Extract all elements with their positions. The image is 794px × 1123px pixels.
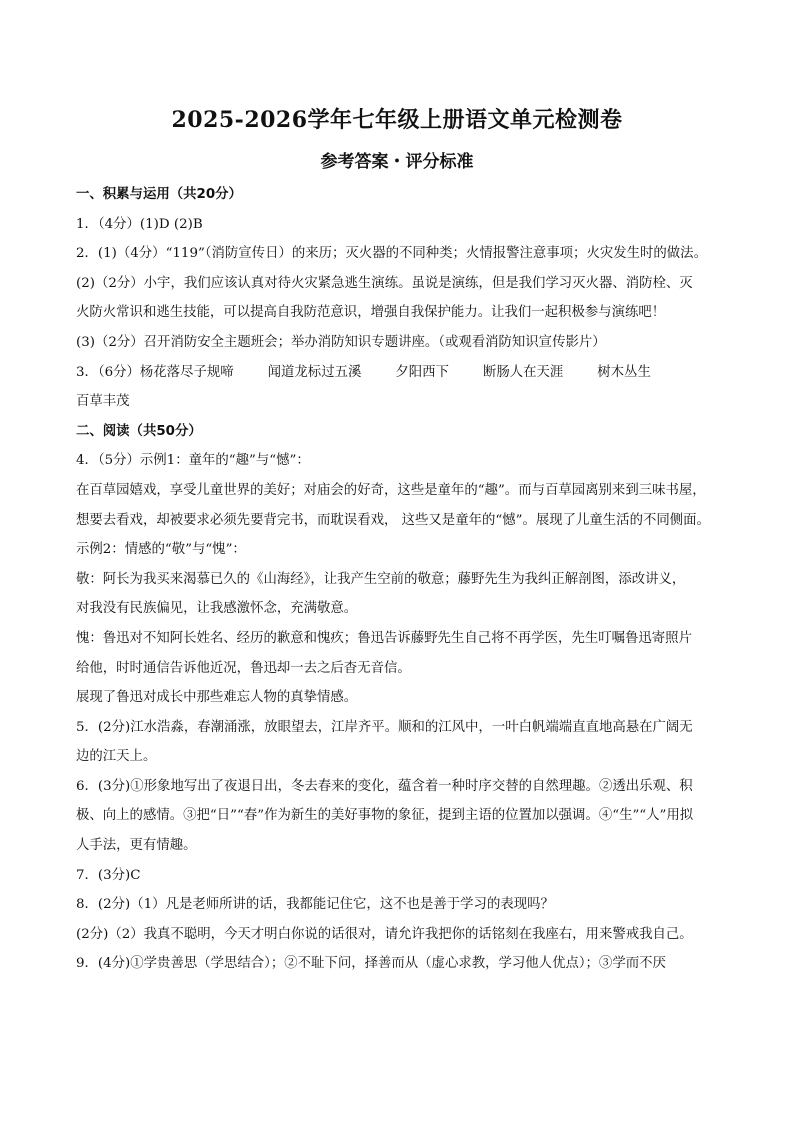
answer-line: (2)（2分）小宇，我们应该认真对待火灾紧急逃生演练。虽说是演练，但是我们学习灭火器、消防栓、灭 [76,275,693,291]
answer-line: 2．(1)（4分）“119”（消防宣传日）的来历；灭火器的不同种类；火情报警注意事项；火灾发生时的做法。 [76,246,707,262]
answer-line: 9．(4分)①学贵善思（学思结合）；②不耻下问，择善而从（虚心求教，学习他人优点）；③学而不厌 [76,956,666,972]
answer-line: 展现了鲁迅对成长中那些难忘人物的真挚情感。 [76,690,358,706]
document-subtitle: 参考答案・评分标准 [320,152,474,172]
answer-line: 极、向上的感情。③把“日”“春”作为新生的美好事物的象征，提到主语的位置加以强调。④“生”“人”用拟 [76,808,694,824]
poem-line: 树木丛生 [597,364,651,380]
answer-line: 给他，时时通信告诉他近况，鲁迅却一去之后杳无音信。 [76,660,411,676]
answer-content [76,180,724,979]
section-heading: 二、阅读（共50分） [76,423,202,439]
answer-line: 百草丰茂 [76,394,130,410]
answer-line: 人手法，更有情趣。 [76,838,197,854]
answer-line: 边的江天上。 [76,749,157,765]
answer-line-poetry [76,358,724,388]
poem-line: 3．（6分）杨花落尽子规啼 [76,364,234,380]
answer-line: (2分)（2）我真不聪明，今天才明白你说的话很对，请允许我把你的话铭刻在我座右，用来警戒我自己。 [76,926,693,942]
answer-line: 示例2：情感的“敬”与“愧”： [76,542,246,558]
answer-line: 1．（4分）(1)D (2)B [76,216,203,232]
answer-line: 6．(3分)①形象地写出了夜退日出，冬去春来的变化，蕴含着一种时序交替的自然理趣。②透出乐观、积 [76,778,693,794]
answer-line: 8．(2分)（1）凡是老师所讲的话，我都能记住它，这不也是善于学习的表现吗？ [76,897,554,913]
answer-line: 对我没有民族偏见，让我感激怀念，充满敬意。 [76,601,358,617]
answer-line: 4．（5分）示例1：童年的“趣”与“憾”： [76,453,310,469]
poem-line: 夕阳西下 [395,364,449,380]
answer-line: 想要去看戏，却被要求必须先要背完书，而耽误看戏， 这些又是童年的“憾”。展现了儿童生活的不同侧面。 [76,512,710,528]
answer-line: (3)（2分）召开消防安全主题班会；举办消防知识专题讲座。（或观看消防知识宣传影片） [76,334,606,350]
answer-line: 在百草园嬉戏，享受儿童世界的美好；对庙会的好奇，这些是童年的“趣”。而与百草园离别来到三味书屋， [76,482,706,498]
document-title: 2025-2026学年七年级上册语文单元检测卷 [171,107,623,133]
answer-line: 敬：阿长为我买来渴慕已久的《山海经》，让我产生空前的敬意；藤野先生为我纠正解剖图，添改讲义， [76,571,686,587]
answer-line: 愧：鲁迅对不知阿长姓名、经历的歉意和愧疚；鲁迅告诉藤野先生自己将不再学医，先生叮嘱鲁迅寄照片 [76,630,692,646]
answer-line: 火防火常识和逃生技能，可以提高自我防范意识，增强自我保护能力。让我们一起积极参与演练吧！ [76,305,666,321]
poem-line: 闻道龙标过五溪 [267,364,362,380]
answer-line: 7．(3分)C [76,867,141,883]
section-heading: 一、积累与运用（共20分） [76,187,242,202]
poem-line: 断肠人在天涯 [482,364,564,380]
answer-line: 5．(2分)江水浩淼，春潮涌涨，放眼望去，江岸齐平。顺和的江风中，一叶白帆端端直直地高悬在广阔无 [76,719,693,735]
